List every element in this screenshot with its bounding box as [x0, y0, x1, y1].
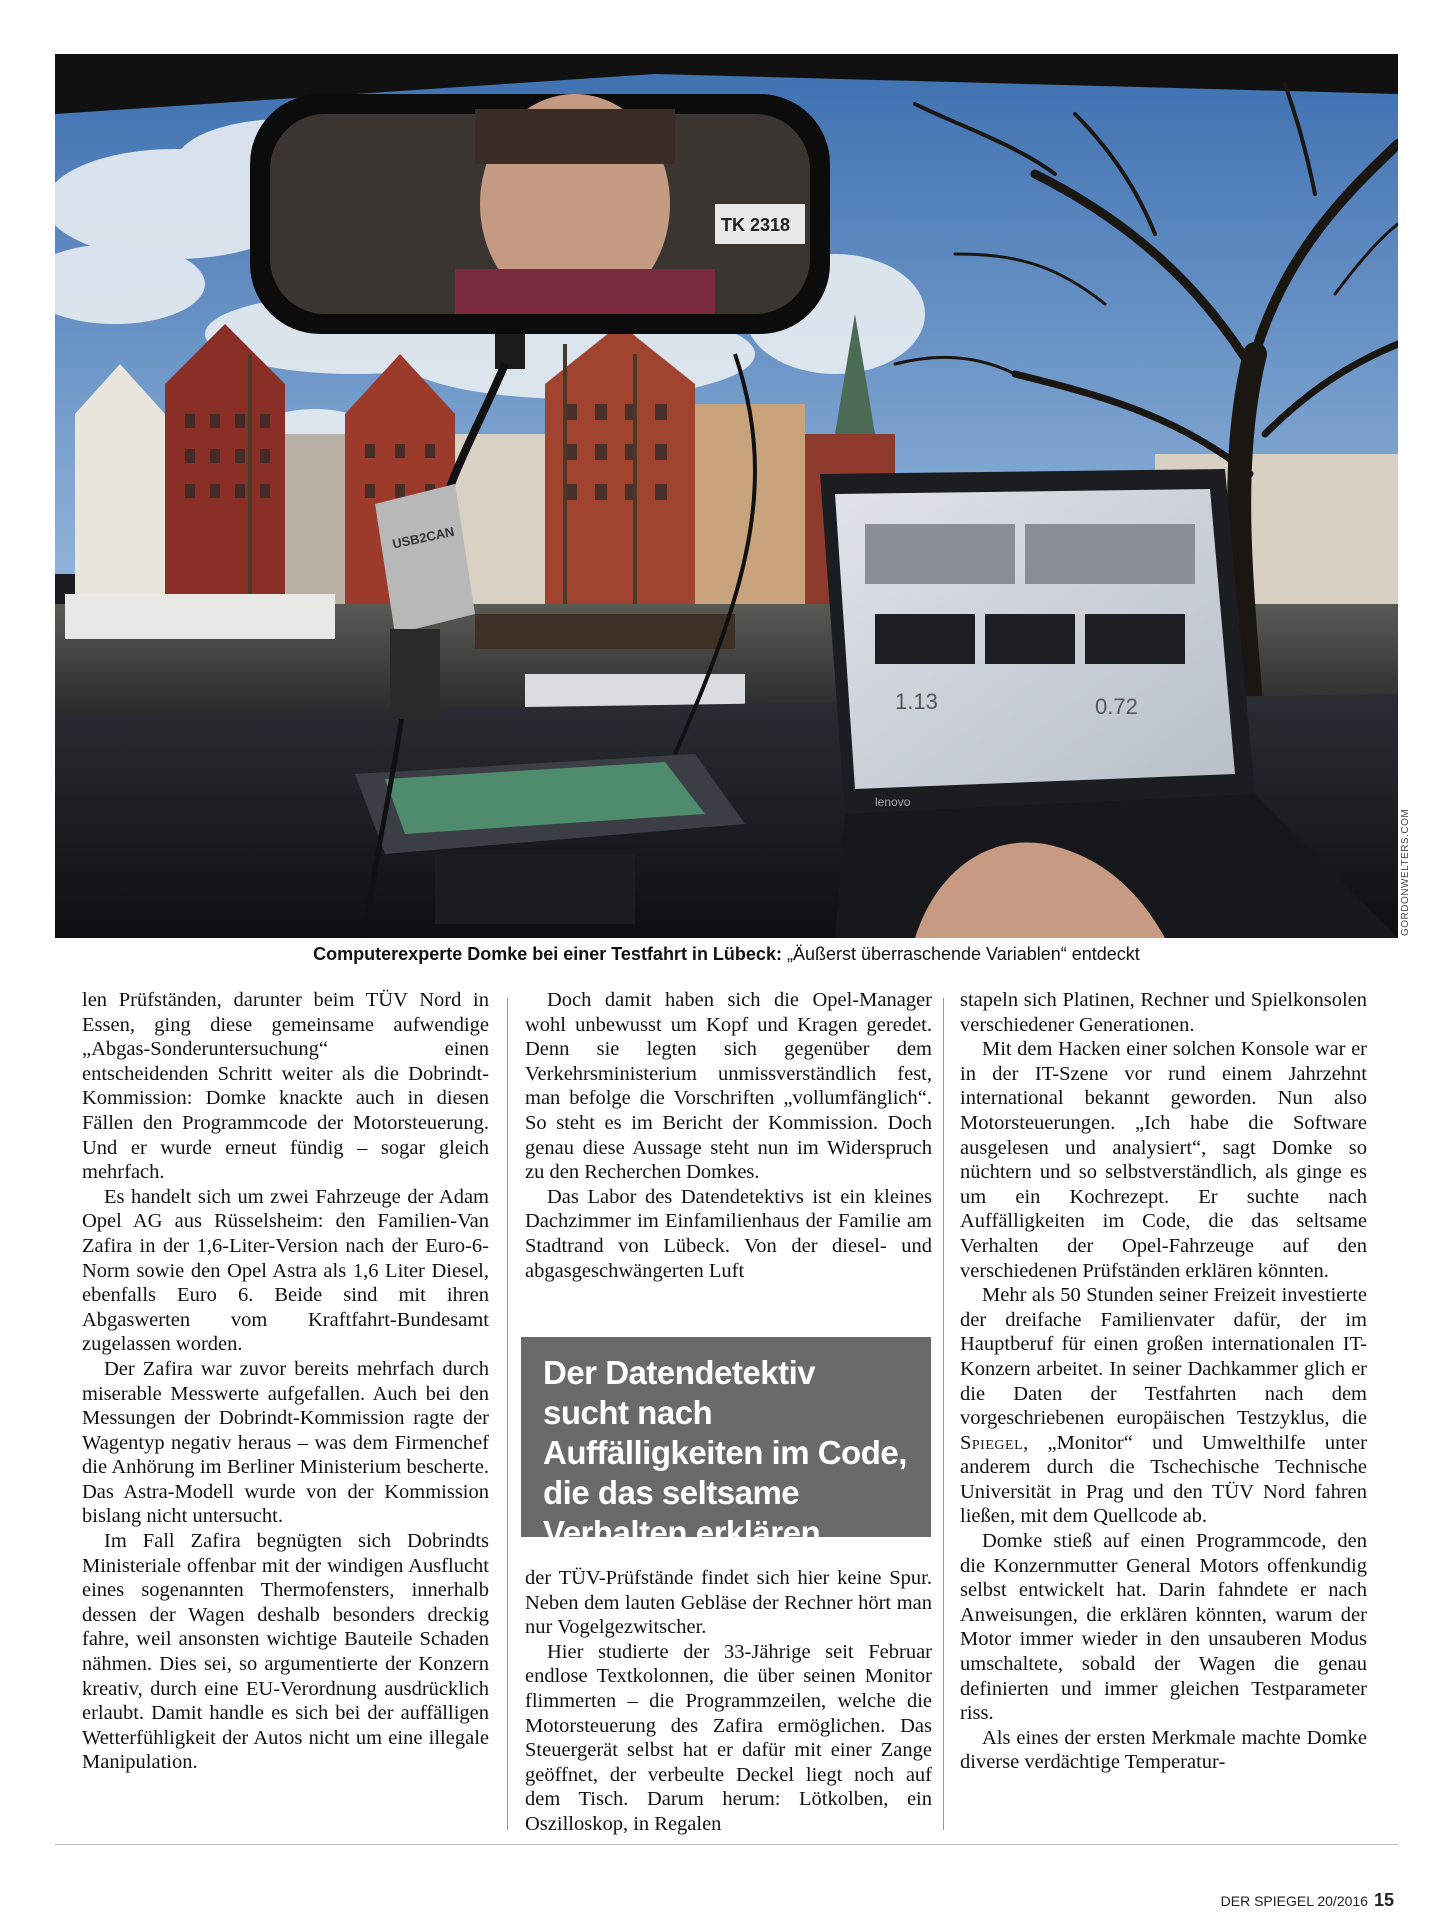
paragraph: der TÜV-Prüfstände findet sich hier keine Spur. Neben dem lauten Gebläse der Rechner hört man nur Vogelgezwitscher.	[525, 1567, 932, 1639]
column-divider	[507, 998, 508, 1830]
photo-caption	[55, 944, 1398, 965]
pull-quote: Der Datendetektiv sucht nach Auffälligkeiten im Code, die das seltsame Verhalten erklären.	[521, 1337, 931, 1537]
paragraph-part: Mehr als 50 Stunden seiner Freizeit investierte der dreifache Familienvater dafür, der im Hauptberuf für einen großen internationalen IT-Konzern arbeitet. In seiner Dachkammer glich er die Daten der Testfahrten nach dem vorgeschriebenen europäischen Testzyklus, die	[960, 1284, 1367, 1430]
paragraph: Es handelt sich um zwei Fahrzeuge der Adam Opel AG aus Rüsselsheim: den Familien-Van Zafira in der 1,6-Liter-Version nach der Euro-6-Norm sowie den Opel Astra als 1,6 Liter Diesel, ebenfalls Euro 6. Beide sind mit ihren Abgaswerten vom Kraftfahrt-Bundesamt zugelassen worden.	[82, 1185, 489, 1356]
adapter-label: USB2CAN	[390, 523, 456, 552]
magazine-name: Spiegel	[960, 1431, 1024, 1454]
paragraph: Domke stieß auf einen Programmcode, den die Konzernmutter General Motors offenkundig selbst entwickelt hat. Darin fahndete er nach Anweisungen, die erklären könnten, warum der Motor immer wieder in den unsauberen Modus umschaltete, sobald der Wagen die genau definierten und immer gleichen Testparameter riss.	[960, 1530, 1367, 1725]
caption-text: „Äußerst überraschende Variablen“ entdeckt	[781, 944, 1140, 964]
column-divider	[943, 998, 944, 1830]
page-number: 15	[1373, 1890, 1394, 1910]
paragraph: Der Zafira war zuvor bereits mehrfach durch miserable Messwerte aufgefallen. Auch bei den Messungen der Dobrindt-Kommission ragte der Wagentyp negativ heraus – was dem Firmenchef die Anhörung im Berliner Ministerium bescherte. Das Astra-Modell wurde von der Kommission bislang nicht untersucht.	[82, 1357, 489, 1528]
caption-bold: Computerexperte Domke bei einer Testfahrt in Lübeck:	[313, 944, 782, 964]
photo-credit: GORDONWELTERS.COM	[1400, 808, 1411, 936]
footer-magazine: DER SPIEGEL 20/2016	[1220, 1893, 1368, 1909]
paragraph: Hier studierte der 33-Jährige seit Februar endlose Textkolonnen, die über seinen Monitor flimmerten – die Programmzeilen, welche die Motorsteuerung des Zafira ermöglichen. Das Steuergerät selbst hat er dafür mit einer Zange geöffnet, der verbeulte Deckel liegt noch auf dem Tisch. Darum herum: Lötkolben, ein Oszilloskop, in Regalen	[525, 1640, 932, 1835]
article-column-2-upper	[525, 988, 932, 1283]
article-photo	[55, 54, 1398, 938]
paragraph: stapeln sich Platinen, Rechner und Spielkonsolen verschiedener Generationen.	[960, 989, 1367, 1036]
article-column-2-lower	[525, 1566, 932, 1837]
laptop-brand: lenovo	[875, 795, 911, 809]
paragraph: len Prüfständen, darunter beim TÜV Nord in Essen, ging diese gemeinsame aufwendige „Abgas-Sonderuntersuchung“ einen entscheidenden Schritt weiter als die Dobrindt-Kommission: Domke knackte auch in diesen Fällen den Programmcode der Motorsteuerung. Und er wurde erneut fündig – sogar gleich mehrfach.	[82, 989, 489, 1184]
mirror-plate-text: TK 2318	[721, 215, 791, 235]
rear-view-mirror	[250, 94, 830, 334]
article-column-1	[82, 988, 489, 1775]
paragraph-part: , „Monitor“ und Umwelthilfe unter anderem durch die Tschechische Technische Universität in Prag und den TÜV Nord fahren ließen, mit dem Quellcode ab.	[960, 1431, 1367, 1528]
article-column-3	[960, 988, 1367, 1775]
page-footer	[1221, 1890, 1394, 1911]
footer-rule	[55, 1844, 1398, 1845]
paragraph	[960, 1283, 1367, 1529]
paragraph: Als eines der ersten Merkmale machte Domke diverse verdächtige Temperatur-	[960, 1726, 1367, 1774]
paragraph: Im Fall Zafira begnügten sich Dobrindts Ministeriale offenbar mit der windigen Ausflucht eines sogenannten Thermofensters, innerhalb dessen der Wagen deshalb besonders dreckig fahre, weil ansonsten wichtige Bauteile Schaden nähmen. Dies sei, so argumentierte der Konzern kreativ, durch eine EU-Verordnung ausdrücklich erlaubt. Damit handle es sich bei der auffälligen Wetterfühligkeit der Autos nicht um eine illegale Manipulation.	[82, 1530, 489, 1774]
paragraph: Doch damit haben sich die Opel-Manager wohl unbewusst um Kopf und Kragen geredet. Denn sie legten sich gegenüber dem Verkehrsministerium unmissverständlich fest, man befolge die Vorschriften „vollumfänglich“. So steht es im Bericht der Kommission. Doch genau diese Aussage steht nun im Widerspruch zu den Recherchen Domkes.	[525, 989, 932, 1184]
paragraph: Das Labor des Datendetektivs ist ein kleines Dachzimmer im Einfamilienhaus der Familie am Stadtrand von Lübeck. Von der diesel- und abgasgeschwängerten Luft	[525, 1185, 932, 1282]
photo-illustration	[55, 54, 1398, 938]
screen-value-1: 1.13	[895, 689, 938, 714]
screen-value-2: 0.72	[1095, 694, 1138, 719]
paragraph: Mit dem Hacken einer solchen Konsole war er in der IT-Szene vor rund einem Jahrzehnt international bekannt geworden. Nun also Motorsteuerungen. „Ich habe die Software ausgelesen und analysiert“, sagt Domke so nüchtern und so selbstverständlich, als ginge es um ein Kochrezept. Er suchte nach Auffälligkeiten im Code, die das seltsame Verhalten der Opel-Fahrzeuge auf den verschiedenen Prüfständen erklären könnten.	[960, 1038, 1367, 1282]
